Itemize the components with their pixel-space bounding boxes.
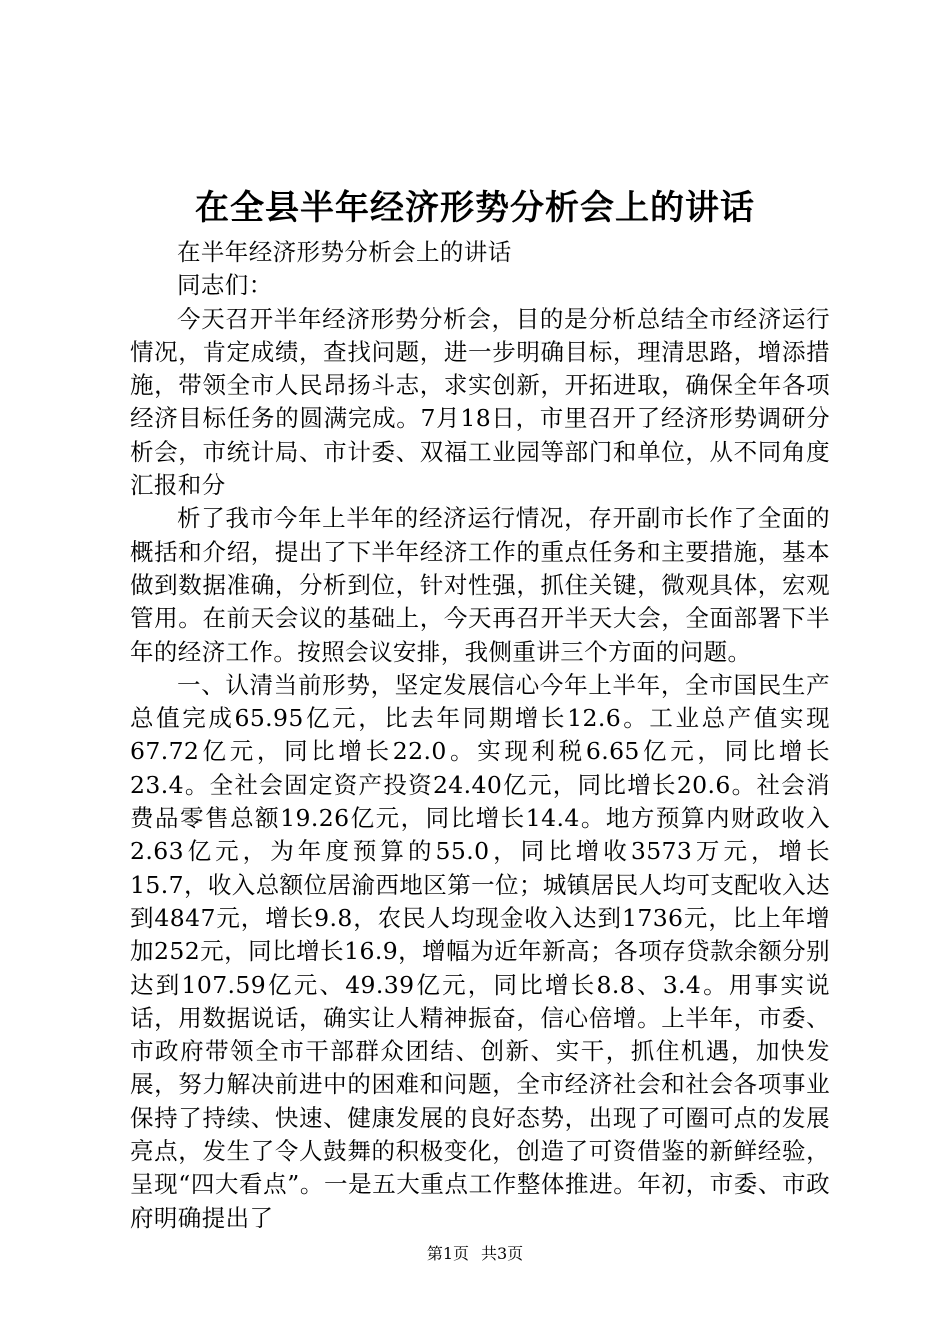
- body-paragraph: 析了我市今年上半年的经济运行情况，存开副市长作了全面的概括和介绍，提出了下半年经济工作的重点任务和主要措施，基本做到数据准确，分析到位，针对性强，抓住关键，微观具体，宏观管用。在前天会议的基础上，今天再召开半天大会，全面部署下半年的经济工作。按照会议安排，我侧重讲三个方面的问题。: [130, 504, 830, 666]
- page-title: 在全县半年经济形势分析会上的讲话: [195, 188, 755, 228]
- body-paragraph: 今天召开半年经济形势分析会，目的是分析总结全市经济运行情况，肯定成绩，查找问题，进一步明确目标，理清思路，增添措施，带领全市人民昂扬斗志，求实创新，开拓进取，确保全年各项经济目标任务的圆满完成。7月18日，市里召开了经济形势调研分析会，市统计局、市计委、双福工业园等部门和单位，从不同角度汇报和分: [130, 304, 830, 500]
- page-footer: [0, 1243, 950, 1265]
- page-number: 第1页: [426, 1244, 469, 1263]
- salutation-paragraph: 同志们：: [177, 271, 273, 300]
- subtitle-paragraph: 在半年经济形势分析会上的讲话: [177, 238, 512, 266]
- body-paragraph: 一、认清当前形势，坚定发展信心今年上半年，全市国民生产总值完成65.95亿元，比去年同期增长12.6。工业总产值实现67.72亿元，同比增长22.0。实现利税6.65亿元，同比增长23.4。全社会固定资产投资24.40亿元，同比增长20.6。社会消费品零售总额19.26亿元，同比增长14.4。地方预算内财政收入2.63亿元，为年度预算的55.0，同比增收3573万元，增长15.7，收入总额位居渝西地区第一位；城镇居民人均可支配收入达到4847元，增长9.8，农民人均现金收入达到1736元，比上年增加252元，同比增长16.9，增幅为近年新高；各项存贷款余额分别达到107.59亿元、49.39亿元，同比增长8.8、3.4。用事实说话，用数据说话，确实让人精神振奋，信心倍增。上半年，市委、市政府带领全市干部群众团结、创新、实干，抓住机遇，加快发展，努力解决前进中的困难和问题，全市经济社会和社会各项事业保持了持续、快速、健康发展的良好态势，出现了可圈可点的发展亮点，发生了令人鼓舞的积极变化，创造了可资借鉴的新鲜经验，呈现“四大看点”。一是五大重点工作整体推进。年初，市委、市政府明确提出了: [130, 670, 830, 1232]
- document-body: [130, 236, 830, 1235]
- page-total: 共3页: [481, 1244, 524, 1263]
